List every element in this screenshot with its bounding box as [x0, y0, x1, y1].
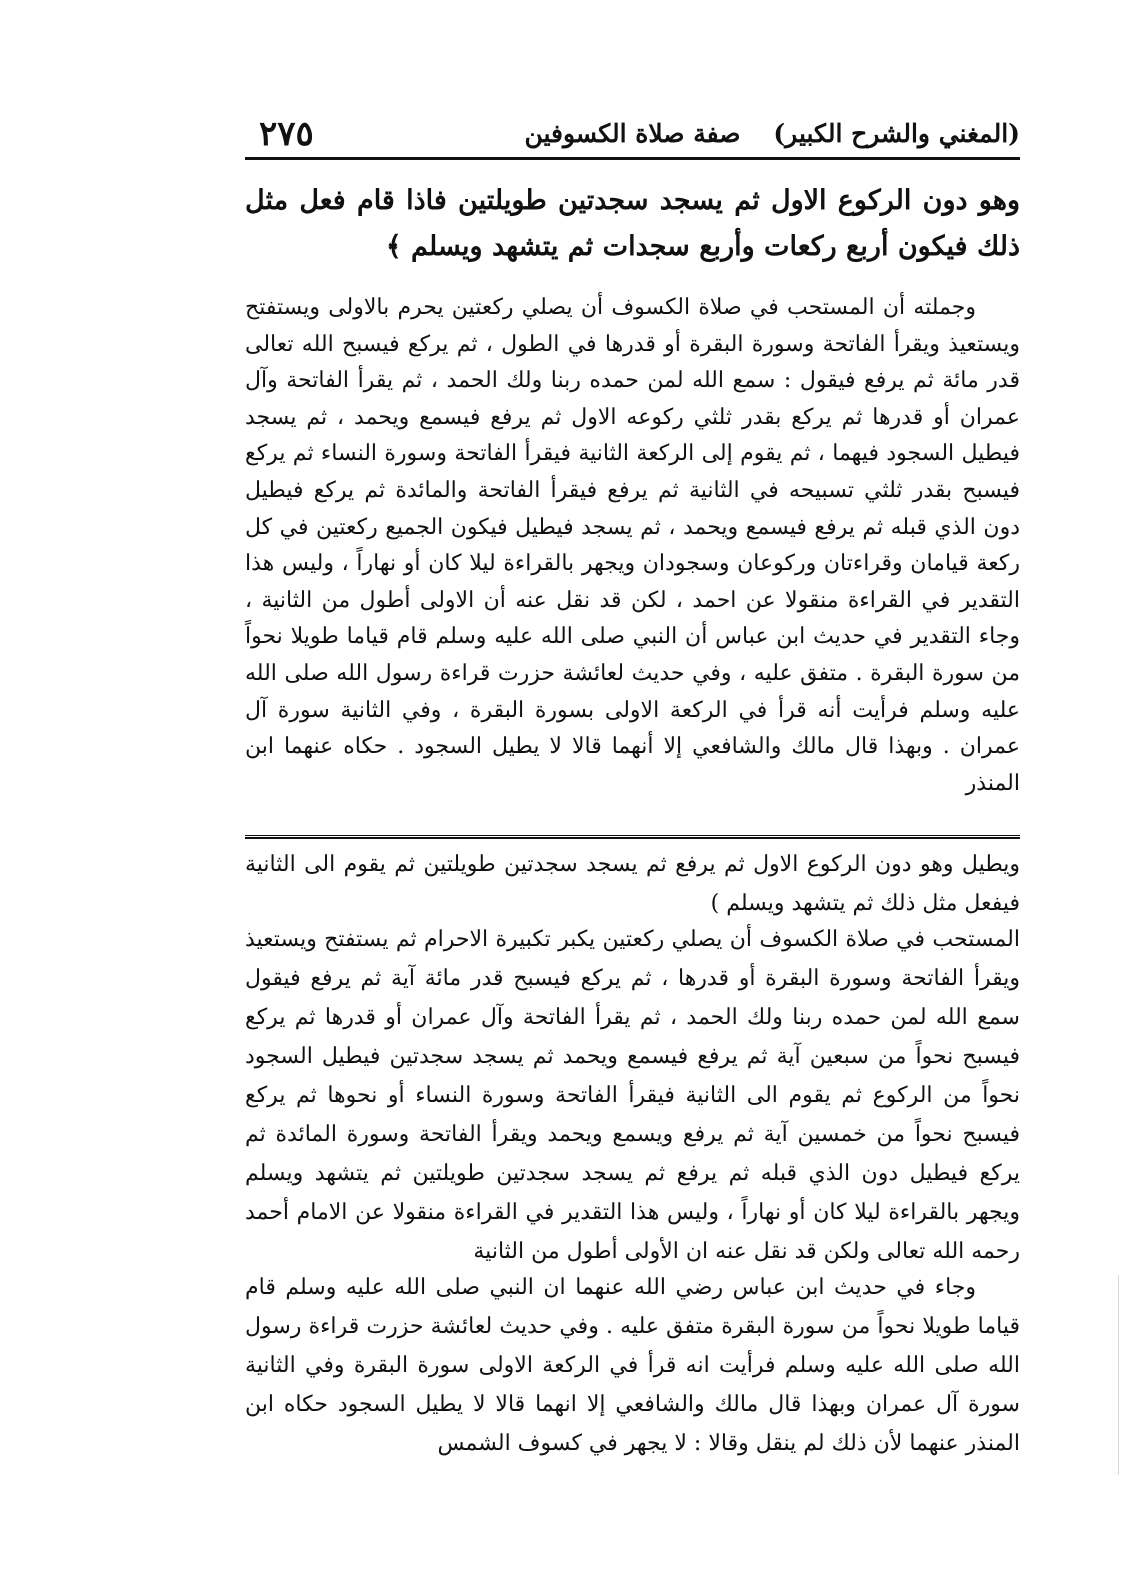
lower-text-paragraph-2: وجاء في حديث ابن عباس رضي الله عنهما ان النبي صلى الله عليه وسلم قام قياما طويلا نحواً من سورة البقرة متفق عليه . وفي حديث لعائشة حزرت قراءة رسول الله صلى الله عليه وسلم فرأيت انه قرأ في الركعة الاولى سورة البقرة وفي الثانية سورة آل عمران وبهذا قال مالك والشافعي إلا انهما قالا لا يطيل السجود حكاه ابن المنذر عنهما لأن ذلك لم ينقل وقالا : لا يجهر في كسوف الشمس	[245, 1275, 1020, 1456]
header-rule	[245, 157, 1020, 160]
book-title: (المغني والشرح الكبير)	[773, 119, 1020, 148]
lower-text-paragraph-1: المستحب في صلاة الكسوف أن يصلي ركعتين يكبر تكبيرة الاحرام ثم يستفتح ويستعيذ ويقرأ الفاتحة وسورة البقرة أو قدرها ، ثم يركع فيسبح قدر مائة آية ثم يرفع فيقول سمع الله لمن حمده ربنا ولك الحمد ، ثم يقرأ الفاتحة وآل عمران أو قدرها ثم يركع فيسبح نحواً من سبعين آية ثم يرفع فيسمع ويحمد ثم يسجد سجدتين فيطيل السجود نحواً من الركوع ثم يقوم الى الثانية فيقرأ الفاتحة وسورة النساء أو نحوها ثم يركع فيسبح نحواً من خمسين آية ثم يرفع ويسمع ويحمد ويقرأ الفاتحة وسورة المائدة ثم يركع فيطيل دون الذي قبله ثم يرفع ثم يسجد سجدتين طويلتين ثم يتشهد ويسلم ويجهر بالقراءة ليلا كان أو نهاراً ، وليس هذا التقدير في القراءة منقولا عن الامام أحمد رحمه الله تعالى ولكن قد نقل عنه ان الأولى أطول من الثانية	[245, 927, 1021, 1264]
section-divider	[245, 835, 1020, 839]
chapter-title: صفة صلاة الكسوفين	[524, 119, 741, 148]
lower-text-intro: ويطيل وهو دون الركوع الاول ثم يرفع ثم يسجد سجدتين طويلتين ثم يقوم الى الثانية فيفعل مثل ذلك ثم يتشهد ويسلم )	[245, 852, 1020, 916]
page-number: ٢٧٥	[259, 114, 314, 154]
commentary-paragraph: وجملته أن المستحب في صلاة الكسوف أن يصلي ركعتين يحرم بالاولى ويستفتح ويستعيذ ويقرأ الفاتحة وسورة البقرة أو قدرها في الطول ، ثم يركع فيسبح الله تعالى قدر مائة ثم يرفع فيقول : سمع الله لمن حمده ربنا ولك الحمد ، ثم يقرأ الفاتحة وآل عمران أو قدرها ثم يركع بقدر ثلثي ركوعه الاول ثم يرفع فيسمع ويحمد ، ثم يسجد فيطيل السجود فيهما ، ثم يقوم إلى الركعة الثانية فيقرأ الفاتحة وسورة النساء ثم يركع فيسبح بقدر ثلثي تسبيحه في الثانية ثم يرفع فيقرأ الفاتحة والمائدة ثم يركع فيطيل دون الذي قبله ثم يرفع فيسمع ويحمد ، ثم يسجد فيطيل فيكون الجميع ركعتين في كل ركعة قيامان وقراءتان وركوعان وسجودان ويجهر بالقراءة ليلا كان أو نهاراً ، وليس هذا التقدير في القراءة منقولا عن احمد ، لكن قد نقل عنه أن الاولى أطول من الثانية ، وجاء التقدير في حديث ابن عباس أن النبي صلى الله عليه وسلم قام قياما طويلا نحواً من سورة البقرة . متفق عليه ، وفي حديث لعائشة حزرت قراءة رسول الله صلى الله عليه وسلم فرأيت أنه قرأ في الركعة الاولى بسورة البقرة ، وفي الثانية سورة آل عمران . وبهذا قال مالك والشافعي إلا أنهما قالا لا يطيل السجود . حكاه عنهما ابن المنذر	[245, 295, 1020, 796]
running-header	[245, 112, 1020, 156]
matn-paragraph: وهو دون الركوع الاول ثم يسجد سجدتين طويلتين فاذا قام فعل مثل ذلك فيكون أربع ركعات وأربع سجدات ثم يتشهد ويسلم ﴾	[245, 185, 1020, 262]
scan-edge-mark	[1118, 1275, 1119, 1475]
